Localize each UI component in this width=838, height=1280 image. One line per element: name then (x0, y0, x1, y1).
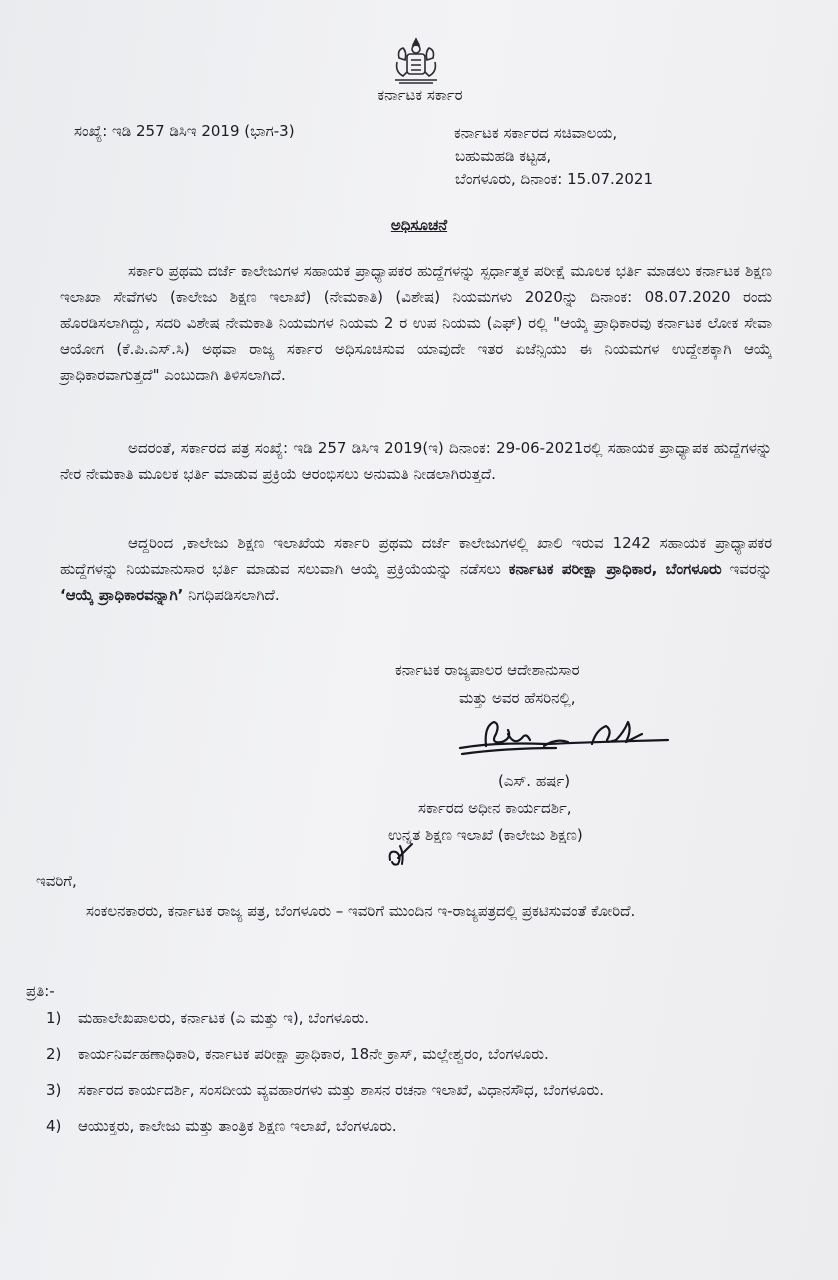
paragraph-text: ಅದರಂತೆ, ಸರ್ಕಾರದ ಪತ್ರ ಸಂಖ್ಯೆ: ಇಡಿ 257 ಡಿಸಿಇ 2019(ಇ) ದಿನಾಂಕ: 29-06-2021ರಲ್ಲಿ ಸಹಾಯಕ ಪ್ರಾಧ್ಯಾಪಕ ಹುದ್ದೆಗಳನ್ನು ನೇರ ನೇಮಕಾತಿ ಮೂಲಕ ಭರ್ತಿ ಮಾಡುವ ಪ್ರಕ್ರಿಯೆ ಆರಂಭಿಸಲು ಅನುಮತಿ ನೀಡಲಾಗಿರುತ್ತದೆ. (60, 439, 772, 483)
list-item (46, 1112, 826, 1140)
list-item-number: 3) (46, 1081, 62, 1099)
notification-heading (0, 216, 838, 234)
paragraph-text: ಇವರನ್ನು (721, 560, 772, 578)
government-name: ಕರ್ನಾಟಕ ಸರ್ಕಾರ (377, 86, 463, 104)
list-item-number: 1) (46, 1009, 62, 1027)
officer-block (388, 768, 583, 849)
list-item-number: 2) (46, 1045, 62, 1063)
list-item (46, 1004, 826, 1032)
address-line: ಕರ್ನಾಟಕ ಸರ್ಕಾರದ ಸಚಿವಾಲಯ, (454, 124, 618, 142)
by-order-line: ಮತ್ತು ಅವರ ಹೆಸರಿನಲ್ಲಿ, (459, 689, 576, 707)
copy-list (46, 1004, 826, 1148)
copy-to-label: ಪ್ರತಿ:- (26, 982, 55, 1000)
list-item-text: ಆಯುಕ್ತರು, ಕಾಲೇಜು ಮತ್ತು ತಾಂತ್ರಿಕ ಶಿಕ್ಷಣ ಇಲಾಖೆ, ಬೆಂಗಳೂರು. (78, 1117, 397, 1135)
heading-text: ಅಧಿಸೂಚನೆ (390, 216, 448, 234)
officer-department: ಉನ್ನತ ಶಿಕ್ಷಣ ಇಲಾಖೆ (ಕಾಲೇಜು ಶಿಕ್ಷಣ) (388, 826, 583, 844)
paragraph-text: ಸರ್ಕಾರಿ ಪ್ರಥಮ ದರ್ಜೆ ಕಾಲೇಜುಗಳ ಸಹಾಯಕ ಪ್ರಾಧ್ಯಾಪಕರ ಹುದ್ದೆಗಳನ್ನು ಸ್ಪರ್ಧಾತ್ಮಕ ಪರೀಕ್ಷೆ ಮೂಲಕ ಭರ್ತಿ ಮಾಡಲು ಕರ್ನಾಟಕ ಶಿಕ್ಷಣ ಇಲಾಖಾ ಸೇವೆಗಳು (ಕಾಲೇಜು ಶಿಕ್ಷಣ ಇಲಾಖೆ) (ನೇಮಕಾತಿ) (ವಿಶೇಷ) ನಿಯಮಗಳು 2020ನ್ನು ದಿನಾಂಕ: 08.07.2020 ರಂದು ಹೊರಡಿಸಲಾಗಿದ್ದು, ಸದರಿ ವಿಶೇಷ ನೇಮಕಾತಿ ನಿಯಮಗಳ ನಿಯಮ 2 ರ ಉಪ ನಿಯಮ (ಎಫ್) ರಲ್ಲಿ "ಆಯ್ಕೆ ಪ್ರಾಧಿಕಾರವು ಕರ್ನಾಟಕ ಲೋಕ ಸೇವಾ ಆಯೋಗ (ಕೆ.ಪಿ.ಎಸ್.ಸಿ) ಅಥವಾ ರಾಜ್ಯ ಸರ್ಕಾರ ಅಧಿಸೂಚಿಸುವ ಯಾವುದೇ ಇತರ ಏಜೆನ್ಸಿಯು ಈ ನಿಯಮಗಳ ಉದ್ದೇಶಕ್ಕಾಗಿ ಆಯ್ಕೆ ಪ್ರಾಧಿಕಾರವಾಗುತ್ತದೆ" ಎಂಬುದಾಗಿ ತಿಳಿಸಲಾಗಿದೆ. (60, 262, 772, 384)
list-item-text: ಸರ್ಕಾರದ ಕಾರ್ಯದರ್ಶಿ, ಸಂಸದೀಯ ವ್ಯವಹಾರಗಳು ಮತ್ತು ಶಾಸನ ರಚನಾ ಇಲಾಖೆ, ವಿಧಾನಸೌಧ, ಬೆಂಗಳೂರು. (78, 1081, 605, 1099)
address-line: ಬಹುಮಹಡಿ ಕಟ್ಟಡ, (455, 147, 552, 165)
officer-designation: ಸರ್ಕಾರದ ಅಧೀನ ಕಾರ್ಯದರ್ಶಿ, (418, 799, 572, 817)
authority-role: ‘ಆಯ್ಕೆ ಪ್ರಾಧಿಕಾರವನ್ನಾಗಿ’ (60, 586, 184, 604)
paragraph-text: ನಿಗಧಿಪಡಿಸಲಾಗಿದೆ. (183, 586, 280, 604)
paragraph-authority (60, 530, 772, 608)
address-date-line: ಬೆಂಗಳೂರು, ದಿನಾಂಕ: 15.07.2021 (455, 170, 653, 188)
list-item-text: ಮಹಾಲೇಖಪಾಲರು, ಕರ್ನಾಟಕ (ಎ ಮತ್ತು ಇ), ಬೆಂಗಳೂರು. (78, 1009, 370, 1027)
paragraph-permission (60, 435, 772, 487)
officer-name: (ಎಸ್. ಹರ್ಷ) (498, 772, 571, 790)
list-item (46, 1040, 826, 1068)
karnataka-emblem-icon (389, 36, 443, 86)
by-order-block (395, 656, 580, 712)
list-item (46, 1076, 826, 1104)
list-item-text: ಕಾರ್ಯನಿರ್ವಹಣಾಧಿಕಾರಿ, ಕರ್ನಾಟಕ ಪರೀಕ್ಷಾ ಪ್ರಾಧಿಕಾರ, 18ನೇ ಕ್ರಾಸ್, ಮಲ್ಲೇಶ್ವರಂ, ಬೆಂಗಳೂರು. (78, 1045, 549, 1063)
recipient-label: ಇವರಿಗೆ, (36, 872, 77, 890)
authority-name: ಕರ್ನಾಟಕ ಪರೀಕ್ಷಾ ಪ್ರಾಧಿಕಾರ, ಬೆಂಗಳೂರು (508, 560, 722, 578)
paragraph-text: ಆದ್ದರಿಂದ ,ಕಾಲೇಜು ಶಿಕ್ಷಣ ಇಲಾಖೆಯ ಸರ್ಕಾರಿ ಪ್ರಥಮ ದರ್ಜೆ ಕಾಲೇಜುಗಳಲ್ಲಿ ಖಾಲಿ ಇರುವ 1242 ಸಹಾಯಕ ಪ್ರಾಧ್ಯಾಪಕರ ಹುದ್ದೆಗಳನ್ನು ನಿಯಮಾನುಸಾರ ಭರ್ತಿ ಮಾಡುವ ಸಲುವಾಗಿ ಆಯ್ಕೆ ಪ್ರಕ್ರಿಯೆಯನ್ನು ನಡೆಸಲು (60, 534, 772, 578)
by-order-line: ಕರ್ನಾಟಕ ರಾಜ್ಯಪಾಲರ ಆದೇಶಾನುಸಾರ (395, 661, 580, 679)
list-item-number: 4) (46, 1117, 62, 1135)
handwritten-signature (456, 712, 672, 762)
recipient-text: ಸಂಕಲನಕಾರರು, ಕರ್ನಾಟಕ ರಾಜ್ಯ ಪತ್ರ, ಬೆಂಗಳೂರು – ಇವರಿಗೆ ಮುಂದಿನ ಇ-ರಾಜ್ಯಪತ್ರದಲ್ಲಿ ಪ್ರಕಟಿಸುವಂತೆ ಕೋರಿದೆ. (86, 902, 636, 920)
reference-number: ಸಂಖ್ಯೆ: ಇಡಿ 257 ಡಿಸಿಇ 2019 (ಭಾಗ-3) (74, 122, 295, 140)
office-address (454, 122, 653, 191)
handwritten-initials (384, 840, 418, 870)
paragraph-rules (60, 258, 772, 388)
